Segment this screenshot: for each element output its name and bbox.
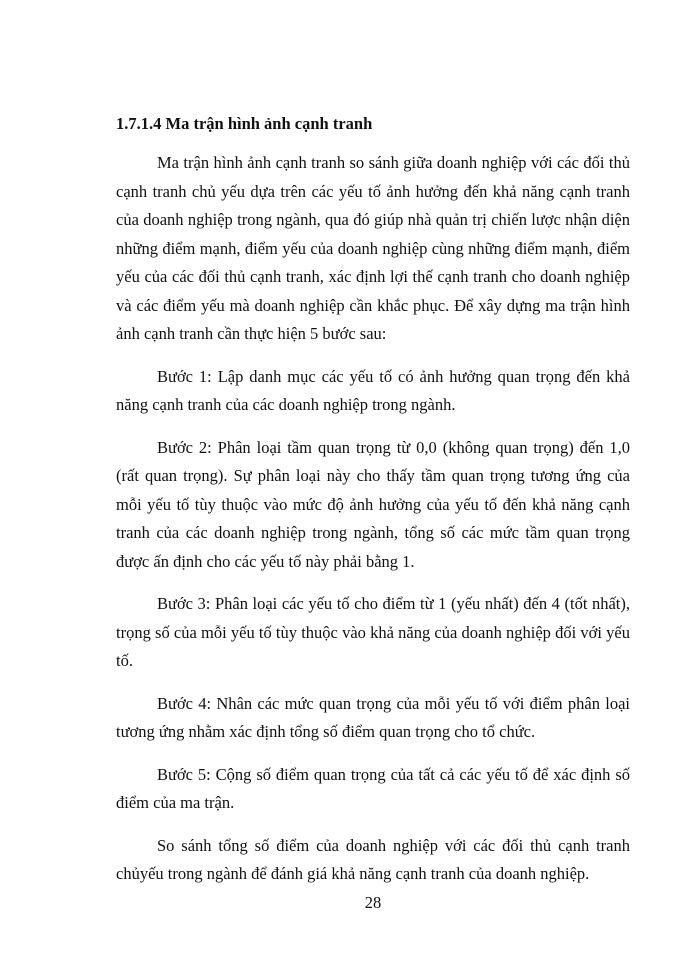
- conclusion-paragraph: So sánh tổng số điểm của doanh nghiệp với các đối thủ cạnh tranh chủyếu trong ngành để đánh giá khả năng cạnh tranh của doanh nghiệp.: [116, 835, 630, 883]
- page-number: 28: [364, 893, 382, 912]
- section-heading: 1.7.1.4 Ma trận hình ảnh cạnh tranh: [116, 114, 373, 133]
- body-text: [116, 149, 630, 903]
- step-1-paragraph: Bước 1: Lập danh mục các yếu tố có ảnh hưởng quan trọng đến khả năng cạnh tranh của các doanh nghiệp trong ngành.: [116, 366, 630, 414]
- step-5-paragraph: Bước 5: Cộng số điểm quan trọng của tất cả các yếu tố để xác định số điểm của ma trận.: [116, 764, 630, 812]
- step-3-paragraph: Bước 3: Phân loại các yếu tố cho điểm từ 1 (yếu nhất) đến 4 (tốt nhất), trọng số của mỗi yếu tố tùy thuộc vào khả năng của doanh nghiệp đối với yếu tố.: [116, 594, 630, 670]
- intro-paragraph: Ma trận hình ảnh cạnh tranh so sánh giữa doanh nghiệp với các đối thủ cạnh tranh chủ yếu dựa trên các yếu tố ảnh hưởng đến khả năng cạnh tranh của doanh nghiệp trong ngành, qua đó giúp nhà quản trị chiến lược nhận diện những điểm mạnh, điểm yếu của doanh nghiệp cùng những điểm mạnh, điểm yếu của các đối thủ cạnh tranh, xác định lợi thế cạnh tranh cho doanh nghiệp và các điểm yếu mà doanh nghiệp cần khắc phục. Để xây dựng ma trận hình ảnh cạnh tranh cần thực hiện 5 bước sau:: [116, 153, 630, 343]
- step-2-paragraph: Bước 2: Phân loại tầm quan trọng từ 0,0 (không quan trọng) đến 1,0 (rất quan trọng). Sự phân loại này cho thấy tầm quan trọng tương ứng của mỗi yếu tố tùy thuộc vào mức độ ảnh hưởng của yếu tố đến khả năng cạnh tranh của các doanh nghiệp trong ngành, tổng số các mức tầm quan trọng được ấn định cho các yếu tố này phải bằng 1.: [116, 437, 630, 571]
- step-4-paragraph: Bước 4: Nhân các mức quan trọng của mỗi yếu tố với điểm phân loại tương ứng nhằm xác định tổng số điểm quan trọng cho tổ chức.: [116, 693, 630, 741]
